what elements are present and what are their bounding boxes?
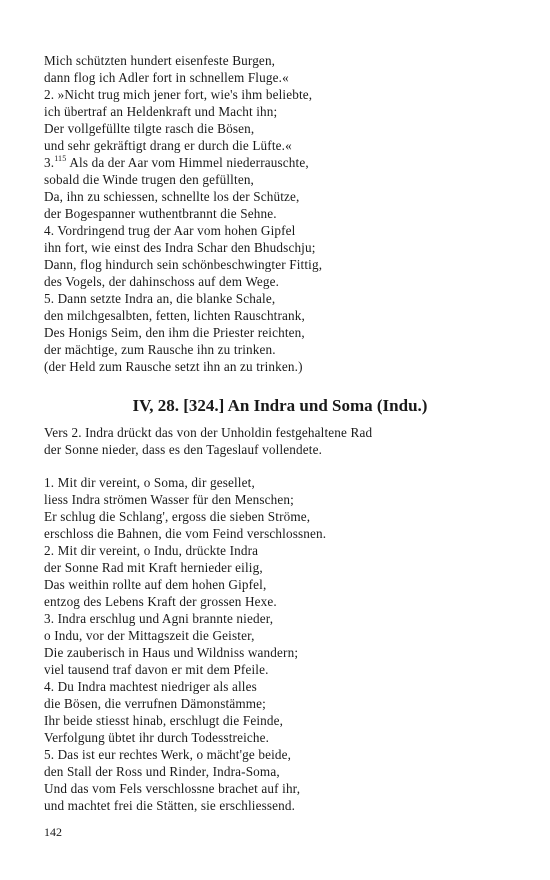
verse-line: Dann, flog hindurch sein schönbeschwingter Fittig,	[44, 257, 323, 272]
verse-line: Des Honigs Seim, den ihm die Priester reichten,	[44, 325, 305, 340]
verse-line: 4. Vordringend trug der Aar vom hohen Gipfel	[44, 223, 296, 238]
verse-line: ich übertraf an Heldenkraft und Macht ihn;	[44, 104, 278, 119]
verse-line: 5. Das ist eur rechtes Werk, o mächt'ge beide,	[44, 747, 292, 762]
verse-line: und sehr gekräftigt drang er durch die Lüfte.«	[44, 138, 292, 153]
verse-line: ihn fort, wie einst des Indra Schar den Bhudschju;	[44, 240, 316, 255]
verse-number: 3.	[44, 155, 55, 170]
verse-line: Da, ihn zu schiessen, schnellte los der Schütze,	[44, 189, 300, 204]
verse-line: des Vogels, der dahinschoss auf dem Wege.	[44, 274, 280, 289]
verse-line-with-footnote	[44, 154, 514, 171]
page-number: 142	[44, 825, 62, 839]
verse-line: dann flog ich Adler fort in schnellem Fluge.«	[44, 70, 289, 85]
section-heading: IV, 28. [324.] An Indra und Soma (Indu.)	[132, 396, 428, 415]
verse-line: Der vollgefüllte tilgte rasch die Bösen,	[44, 121, 255, 136]
verse-line: 4. Du Indra machtest niedriger als alles	[44, 679, 257, 694]
verse-line: Ihr beide stiesst hinab, erschlugt die Feinde,	[44, 713, 284, 728]
verse-line: erschloss die Bahnen, die vom Feind verschlossnen.	[44, 526, 327, 541]
intro-line: Vers 2. Indra drückt das von der Unholdin festgehaltene Rad	[44, 425, 373, 440]
verse-line: der Sonne Rad mit Kraft hernieder eilig,	[44, 560, 263, 575]
footnote-marker[interactable]: 115	[54, 154, 67, 163]
poem-continuation	[44, 52, 514, 375]
verse-line: (der Held zum Rausche setzt ihn an zu trinken.)	[44, 359, 303, 374]
verse-line: Die zauberisch in Haus und Wildniss wandern;	[44, 645, 299, 660]
verse-line: Verfolgung übtet ihr durch Todesstreiche.	[44, 730, 270, 745]
verse-line: Mich schützten hundert eisenfeste Burgen,	[44, 53, 276, 68]
verse-line: entzog des Lebens Kraft der grossen Hexe.	[44, 594, 277, 609]
poem-body	[44, 474, 514, 814]
verse-line: die Bösen, die verrufnen Dämonstämme;	[44, 696, 266, 711]
section-intro	[44, 424, 514, 458]
verse-line: 1. Mit dir vereint, o Soma, dir gesellet,	[44, 475, 255, 490]
verse-line: Er schlug die Schlang', ergoss die sieben Ströme,	[44, 509, 311, 524]
verse-line: o Indu, vor der Mittagszeit die Geister,	[44, 628, 255, 643]
verse-line: den milchgesalbten, fetten, lichten Rauschtrank,	[44, 308, 305, 323]
verse-line: sobald die Winde trugen den gefüllten,	[44, 172, 255, 187]
verse-line: 3. Indra erschlug und Agni brannte nieder,	[44, 611, 274, 626]
intro-line: der Sonne nieder, dass es den Tageslauf vollendete.	[44, 442, 323, 457]
verse-line: den Stall der Ross und Rinder, Indra-Soma,	[44, 764, 280, 779]
verse-line: 5. Dann setzte Indra an, die blanke Schale,	[44, 291, 276, 306]
verse-text: Als da der Aar vom Himmel niederrauschte,	[69, 155, 309, 170]
verse-line: 2. Mit dir vereint, o Indu, drückte Indra	[44, 543, 259, 558]
verse-line: liess Indra strömen Wasser für den Menschen;	[44, 492, 294, 507]
verse-line: der mächtige, zum Rausche ihn zu trinken.	[44, 342, 276, 357]
verse-line: Das weithin rollte auf dem hohen Gipfel,	[44, 577, 267, 592]
verse-line: Und das vom Fels verschlossne brachet auf ihr,	[44, 781, 301, 796]
verse-line: 2. »Nicht trug mich jener fort, wie's ihm beliebte,	[44, 87, 313, 102]
verse-line: und machtet frei die Stätten, sie erschliessend.	[44, 798, 296, 813]
verse-line: der Bogespanner wuthentbrannt die Sehne.	[44, 206, 277, 221]
verse-line: viel tausend traf davon er mit dem Pfeile.	[44, 662, 269, 677]
